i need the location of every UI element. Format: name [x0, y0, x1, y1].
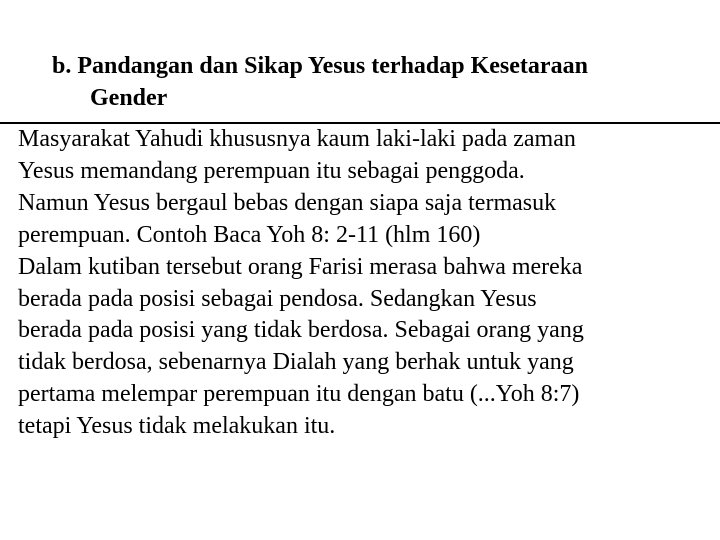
body-line: tetapi Yesus tidak melakukan itu.: [18, 413, 336, 440]
title-line-2: Gender: [90, 85, 168, 111]
body-line: Masyarakat Yahudi khususnya kaum laki-laki pada zaman: [18, 126, 576, 152]
body-line: berada pada posisi sebagai pendosa. Sedangkan Yesus: [18, 285, 537, 312]
title-line-1: b. Pandangan dan Sikap Yesus terhadap Kesetaraan: [52, 53, 588, 79]
body-line: berada pada posisi yang tidak berdosa. Sebagai orang yang: [18, 317, 584, 344]
body-paragraph: [18, 124, 708, 443]
body-line: Dalam kutiban tersebut orang Farisi merasa bahwa mereka: [18, 253, 583, 280]
slide-title: [52, 50, 692, 114]
body-line: perempuan. Contoh Baca Yoh 8: 2-11 (hlm 160): [18, 221, 481, 248]
body-line: pertama melempar perempuan itu dengan batu (...Yoh 8:7): [18, 381, 580, 408]
body-line: tidak berdosa, sebenarnya Dialah yang berhak untuk yang: [18, 349, 574, 376]
body-line: Namun Yesus bergaul bebas dengan siapa saja termasuk: [18, 189, 557, 216]
body-line: Yesus memandang perempuan itu sebagai penggoda.: [18, 157, 525, 184]
